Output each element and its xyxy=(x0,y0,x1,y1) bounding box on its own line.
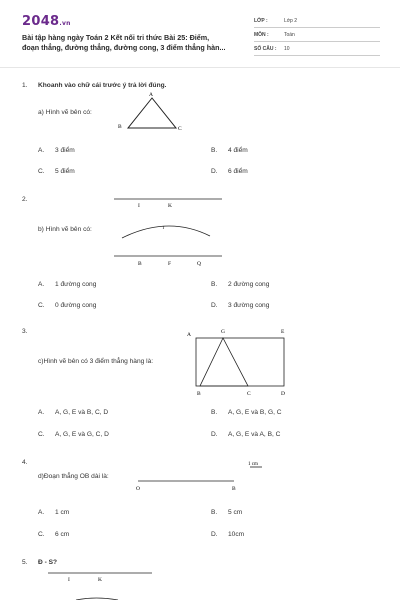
q2-option-b-letter[interactable]: B. xyxy=(211,281,218,288)
q3-option-b-letter[interactable]: B. xyxy=(211,409,218,416)
q2-option-c-text[interactable]: 0 đường cong xyxy=(55,302,97,309)
triangle-abc-figure xyxy=(112,88,192,138)
q1-option-c-text[interactable]: 5 điểm xyxy=(55,168,75,175)
q4-option-b-letter[interactable]: B. xyxy=(211,509,218,516)
q2-option-b-text[interactable]: 2 đường cong xyxy=(228,281,270,288)
question-2-prompt: b) Hình vẽ bên có: xyxy=(38,226,92,233)
q3-option-d-text[interactable]: A, G, E và A, B, C xyxy=(228,431,281,438)
q2-option-a-letter[interactable]: A. xyxy=(38,281,45,288)
figure-label-a: A xyxy=(149,92,153,98)
figure-label-e: E xyxy=(281,329,285,335)
title-line-2: đoạn thẳng, đường thẳng, đường cong, 3 điểm thẳng hàn... xyxy=(22,43,226,52)
segment-ob-figure xyxy=(130,456,270,496)
figure-label-b: B xyxy=(118,124,122,130)
q1-option-c-letter[interactable]: C. xyxy=(38,168,45,175)
figure-label-o: O xyxy=(136,486,140,492)
worksheet-title xyxy=(22,33,247,53)
logo-text: 2048 xyxy=(22,14,60,29)
question-1-number: 1. xyxy=(22,82,28,89)
q1-option-d-letter[interactable]: D. xyxy=(211,168,218,175)
question-5-prompt: Đ - S? xyxy=(38,559,58,566)
q4-option-a-letter[interactable]: A. xyxy=(38,509,45,516)
figure-label-k5: K xyxy=(98,577,102,583)
question-3-number: 3. xyxy=(22,328,28,335)
figure-label-i: I xyxy=(138,203,140,209)
class-value: Lớp 2 xyxy=(284,18,298,24)
rectangle-aedb xyxy=(196,338,284,386)
q1-option-a-letter[interactable]: A. xyxy=(38,147,45,154)
triangle-gbc xyxy=(200,338,248,386)
q3-option-a-text[interactable]: A, G, E và B, C, D xyxy=(55,409,109,416)
question-5-number: 5. xyxy=(22,559,28,566)
q1-option-d-text[interactable]: 6 điểm xyxy=(228,168,248,175)
subject-label: MÔN : xyxy=(254,32,269,38)
figure-label-b3: B xyxy=(197,391,201,397)
q4-option-a-text[interactable]: 1 cm xyxy=(55,509,70,516)
q4-option-d-text[interactable]: 10cm xyxy=(228,531,245,538)
question-3-prompt: c)Hình vẽ bên có 3 điểm thẳng hàng là: xyxy=(38,358,154,365)
question-1-instruction: Khoanh vào chữ cái trước ý trả lời đúng. xyxy=(38,82,167,89)
q2-option-c-letter[interactable]: C. xyxy=(38,302,45,309)
question-count-value: 10 xyxy=(284,46,290,52)
count-underline xyxy=(254,55,380,56)
q4-option-c-letter[interactable]: C. xyxy=(38,531,45,538)
figure-label-d: D xyxy=(281,391,285,397)
subject-underline xyxy=(254,41,380,42)
q1-option-a-text[interactable]: 3 điểm xyxy=(55,147,75,154)
figure-label-k: K xyxy=(168,203,172,209)
title-line-1: Bài tập hàng ngày Toán 2 Kết nối tri thức Bài 25: Điểm, xyxy=(22,33,210,42)
q3-option-a-letter[interactable]: A. xyxy=(38,409,45,416)
q4-option-c-text[interactable]: 6 cm xyxy=(55,531,70,538)
figure-label-b4: B xyxy=(232,486,236,492)
q4-option-d-letter[interactable]: D. xyxy=(211,531,218,538)
logo-suffix: .vn xyxy=(59,20,71,27)
site-logo[interactable] xyxy=(22,14,71,29)
rectangle-triangle-figure xyxy=(182,324,294,400)
figure-label-b2: B xyxy=(138,261,142,267)
question-1-prompt: a) Hình vẽ bên có: xyxy=(38,109,92,116)
question-count-label: SỐ CÂU : xyxy=(254,46,277,52)
figure-label-c: C xyxy=(178,126,182,132)
lines-and-curve-figure xyxy=(110,190,230,272)
figure-label-unit: 1 cm xyxy=(248,462,258,467)
triangle-abc xyxy=(128,98,176,128)
q3-option-c-text[interactable]: A, G, E và G, C, D xyxy=(55,431,109,438)
subject-value: Toán xyxy=(284,32,295,38)
figure-label-g: G xyxy=(221,329,225,335)
line-ik-curve-figure xyxy=(40,566,160,600)
figure-label-f: F xyxy=(168,261,172,267)
figure-label-i5: I xyxy=(68,577,70,583)
curve-t xyxy=(122,226,210,238)
question-2-number: 2. xyxy=(22,196,28,203)
q3-option-c-letter[interactable]: C. xyxy=(38,431,45,438)
q1-option-b-text[interactable]: 4 điểm xyxy=(228,147,248,154)
figure-label-a3: A xyxy=(187,332,191,338)
q2-option-d-text[interactable]: 3 đường cong xyxy=(228,302,270,309)
q3-option-d-letter[interactable]: D. xyxy=(211,431,218,438)
question-4-prompt: d)Đoạn thẳng OB dài là: xyxy=(38,473,109,480)
figure-label-t: T xyxy=(162,225,165,230)
q2-option-a-text[interactable]: 1 đường cong xyxy=(55,281,97,288)
q2-option-d-letter[interactable]: D. xyxy=(211,302,218,309)
figure-label-q: Q xyxy=(197,261,201,267)
class-underline xyxy=(254,27,380,28)
figure-label-c3: C xyxy=(247,391,251,397)
q3-option-b-text[interactable]: A, G, E và B, G, C xyxy=(228,409,282,416)
class-label: LỚP : xyxy=(254,18,268,24)
header-divider xyxy=(0,67,400,68)
q1-option-b-letter[interactable]: B. xyxy=(211,147,218,154)
question-4-number: 4. xyxy=(22,459,28,466)
q4-option-b-text[interactable]: 5 cm xyxy=(228,509,243,516)
